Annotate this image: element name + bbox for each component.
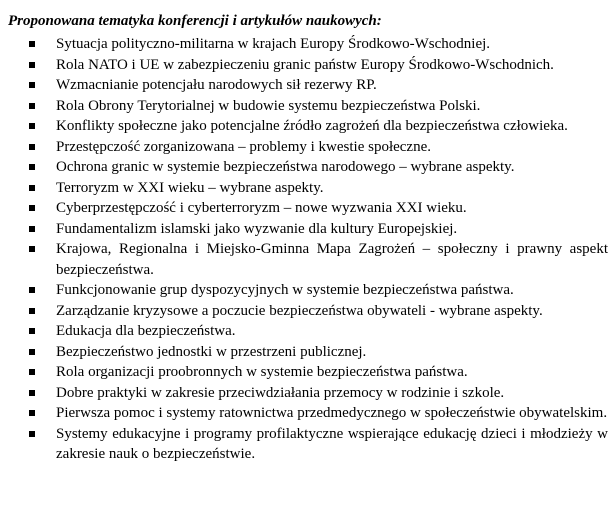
list-item-text: Rola NATO i UE w zabezpieczeniu granic państw Europy Środkowo-Wschodnich.	[56, 56, 554, 73]
list-item-text: Pierwsza pomoc i systemy ratownictwa przedmedycznego w społeczeństwie obywatelskim.	[56, 405, 608, 421]
list-item-text: Terroryzm w XXI wieku – wybrane aspekty.	[56, 179, 324, 196]
list-item	[8, 96, 608, 117]
list-item	[8, 403, 608, 424]
square-bullet-icon	[29, 103, 35, 109]
square-bullet-icon	[29, 349, 35, 355]
square-bullet-icon	[29, 308, 35, 314]
list-item-text: Edukacja dla bezpieczeństwa.	[56, 323, 236, 339]
list-item-text: Krajowa, Regionalna i Miejsko-Gminna Mapa Zagrożeń – społeczny i prawny aspekt bezpieczeństwa.	[56, 241, 608, 278]
list-item	[8, 137, 608, 158]
list-item	[8, 321, 608, 342]
list-item-text: Rola Obrony Terytorialnej w budowie systemu bezpieczeństwa Polski.	[56, 97, 481, 114]
list-item-text: Rola organizacji proobronnych w systemie bezpieczeństwa państwa.	[56, 364, 468, 380]
list-item	[8, 239, 608, 280]
list-item-text: Dobre praktyki w zakresie przeciwdziałania przemocy w rodzinie i szkole.	[56, 384, 505, 401]
list-item	[8, 362, 608, 383]
square-bullet-icon	[29, 246, 35, 252]
square-bullet-icon	[29, 144, 35, 150]
square-bullet-icon	[29, 369, 35, 375]
list-item	[8, 178, 608, 199]
list-item-text: Zarządzanie kryzysowe a poczucie bezpieczeństwa obywateli - wybrane aspekty.	[56, 302, 543, 319]
list-item	[8, 424, 608, 465]
topic-list	[8, 34, 608, 465]
square-bullet-icon	[29, 287, 35, 293]
list-item	[8, 280, 608, 301]
list-item-text: Funkcjonowanie grup dyspozycyjnych w systemie bezpieczeństwa państwa.	[56, 282, 514, 298]
square-bullet-icon	[29, 205, 35, 211]
list-item-text: Systemy edukacyjne i programy profilaktyczne wspierające edukację dzieci i młodzieży w zakresie nauk o bezpieczeństwie.	[56, 425, 608, 462]
square-bullet-icon	[29, 431, 35, 437]
list-item	[8, 157, 608, 178]
list-item	[8, 116, 608, 137]
list-item-text: Bezpieczeństwo jednostki w przestrzeni publicznej.	[56, 343, 367, 360]
square-bullet-icon	[29, 41, 35, 47]
list-item	[8, 75, 608, 96]
list-item	[8, 301, 608, 322]
square-bullet-icon	[29, 164, 35, 170]
list-item-text: Przestępczość zorganizowana – problemy i kwestie społeczne.	[56, 138, 431, 155]
list-item	[8, 219, 608, 240]
list-item	[8, 383, 608, 404]
square-bullet-icon	[29, 123, 35, 129]
list-item	[8, 34, 608, 55]
square-bullet-icon	[29, 226, 35, 232]
list-item	[8, 342, 608, 363]
document-page	[8, 12, 608, 465]
square-bullet-icon	[29, 390, 35, 396]
square-bullet-icon	[29, 328, 35, 334]
square-bullet-icon	[29, 82, 35, 88]
document-heading: Proponowana tematyka konferencji i artykułów naukowych:	[8, 13, 382, 29]
square-bullet-icon	[29, 185, 35, 191]
square-bullet-icon	[29, 62, 35, 68]
square-bullet-icon	[29, 410, 35, 416]
list-item-text: Wzmacnianie potencjału narodowych sił rezerwy RP.	[56, 77, 377, 93]
list-item-text: Fundamentalizm islamski jako wyzwanie dla kultury Europejskiej.	[56, 220, 458, 237]
list-item	[8, 198, 608, 219]
list-item-text: Cyberprzestępczość i cyberterroryzm – nowe wyzwania XXI wieku.	[56, 200, 467, 216]
list-item-text: Konflikty społeczne jako potencjalne źródło zagrożeń dla bezpieczeństwa człowieka.	[56, 118, 568, 134]
list-item-text: Ochrona granic w systemie bezpieczeństwa narodowego – wybrane aspekty.	[56, 159, 515, 175]
list-item-text: Sytuacja polityczno-militarna w krajach Europy Środkowo-Wschodniej.	[56, 36, 491, 52]
list-item	[8, 55, 608, 76]
